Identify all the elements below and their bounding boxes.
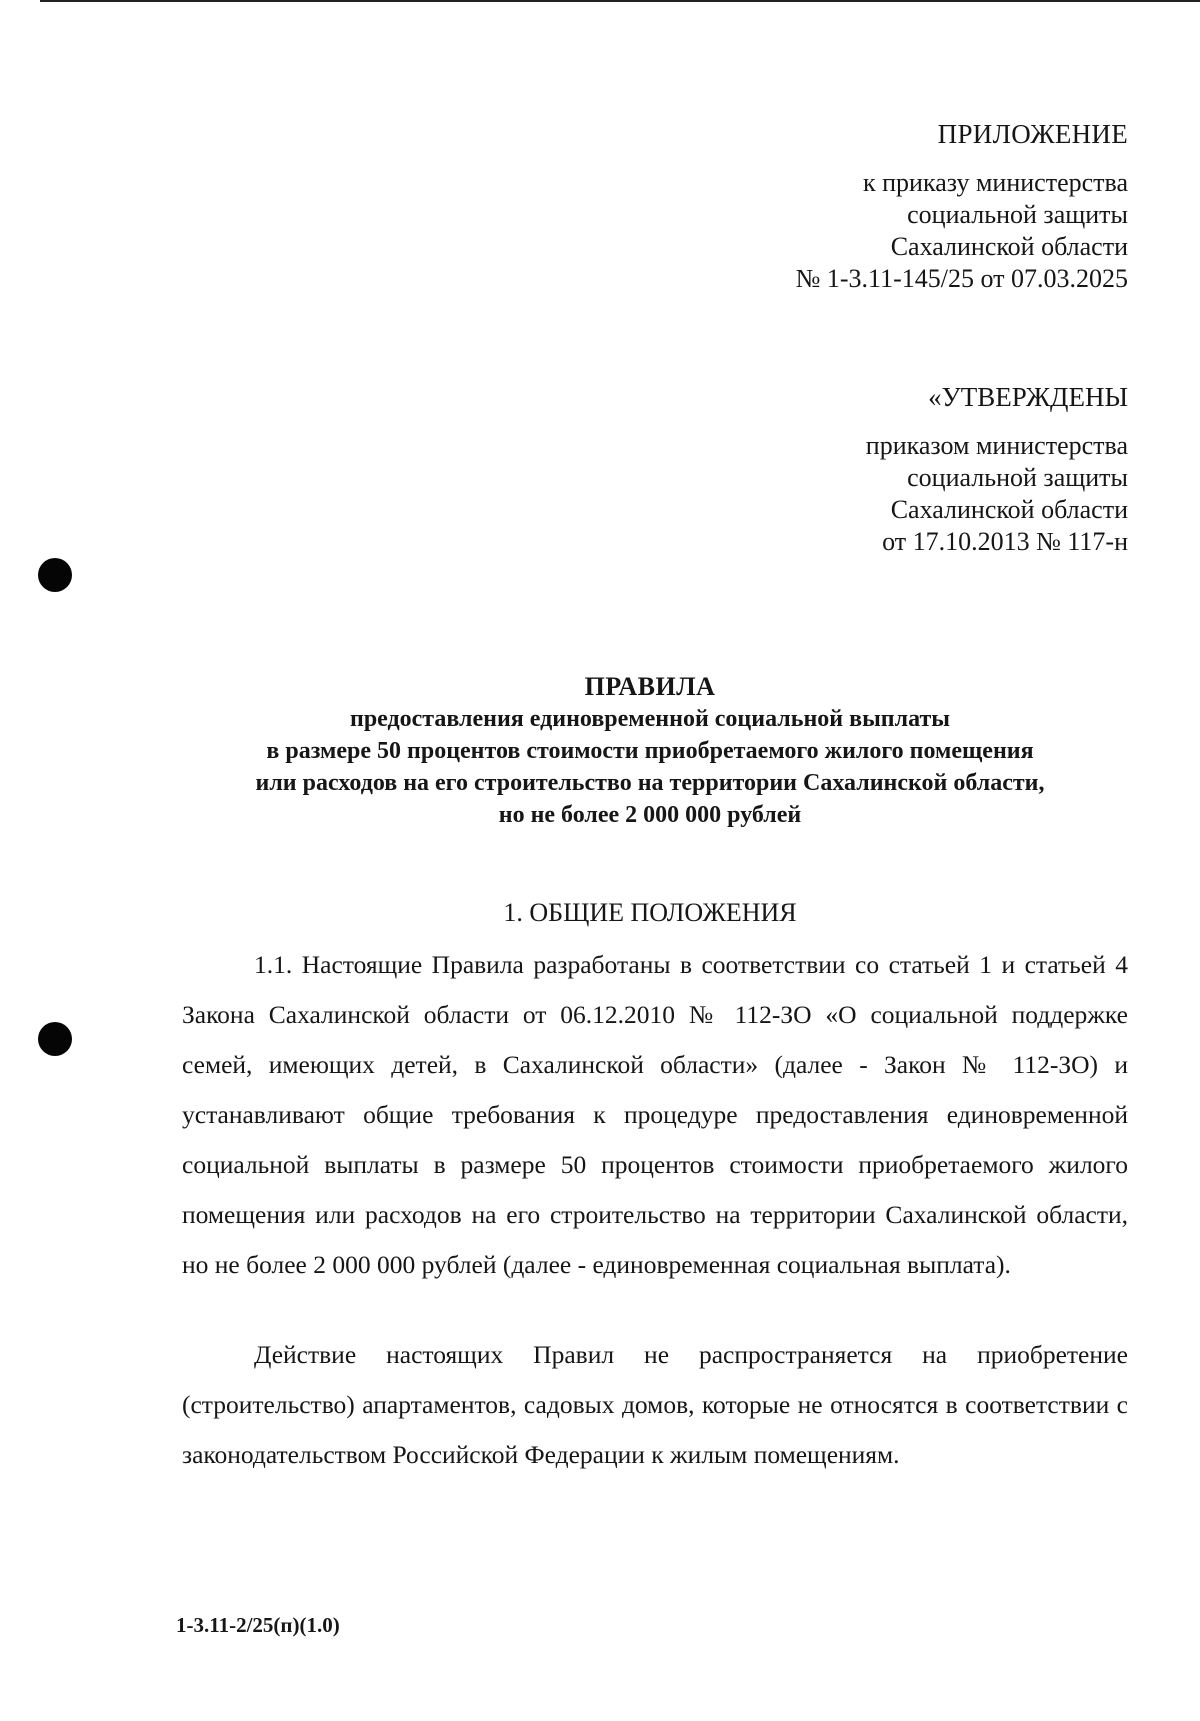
appendix-line: социальной защиты	[907, 200, 1128, 229]
approved-line: от 17.10.2013 № 117-н	[882, 527, 1128, 556]
section-title: 1. ОБЩИЕ ПОЛОЖЕНИЯ	[503, 898, 797, 927]
punch-hole-icon	[38, 558, 72, 592]
approved-line: приказом министерства	[865, 431, 1128, 460]
approved-block	[866, 381, 1128, 558]
body-paragraph: 1.1. Настоящие Правила разработаны в соответствии со статьей 1 и статьей 4 Закона Сахалинской области от 06.12.2010 № 112-ЗО «О социальной поддержке семей, имеющих детей, в Сахалинской области» (далее - Закон № 112-ЗО) и устанавливают общие требования к процедуре предоставления единовременной социальной выплаты в размере 50 процентов стоимости приобретаемого жилого помещения или расходов на его строительство на территории Сахалинской области, но не более 2 000 000 рублей (далее - единовременная социальная выплата).	[182, 950, 1128, 1279]
top-border-line	[40, 0, 1200, 2]
footer-document-code: 1-3.11-2/25(п)(1.0)	[176, 1613, 340, 1637]
heading-main: ПРАВИЛА	[584, 672, 716, 701]
heading-line: или расходов на его строительство на территории Сахалинской области,	[255, 770, 1045, 796]
body-paragraph: Действие настоящих Правил не распространяется на приобретение (строительство) апартаментов, садовых домов, которые не относятся в соответствии с законодательством Российской Федерации к жилым помещениям.	[182, 1340, 1128, 1469]
appendix-line: к приказу министерства	[863, 168, 1128, 197]
appendix-block	[796, 118, 1128, 295]
heading-line: в размере 50 процентов стоимости приобретаемого жилого помещения	[266, 738, 1034, 764]
appendix-line: Сахалинской области	[890, 232, 1128, 261]
appendix-line: № 1-3.11-145/25 от 07.03.2025	[795, 264, 1128, 293]
appendix-title: ПРИЛОЖЕНИЕ	[937, 119, 1128, 149]
approved-line: социальной защиты	[907, 463, 1128, 492]
approved-title: «УТВЕРЖДЕНЫ	[928, 382, 1128, 412]
approved-line: Сахалинской области	[890, 495, 1128, 524]
heading-line: предоставления единовременной социальной выплаты	[350, 706, 950, 732]
heading-line: но не более 2 000 000 рублей	[498, 802, 802, 828]
document-heading	[150, 671, 1150, 831]
punch-hole-icon	[38, 1022, 72, 1056]
